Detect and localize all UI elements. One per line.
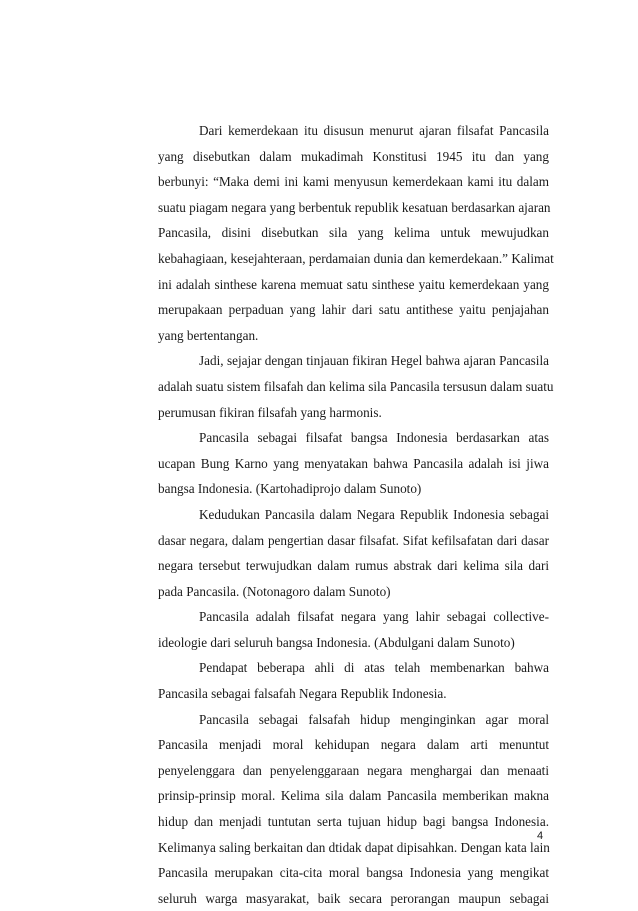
text-line: negara tersebut terwujudkan dalam rumus abstrak dari kelima sila dari [158,558,549,574]
text-line: Kedudukan Pancasila dalam Negara Republik Indonesia sebagai [199,506,549,522]
paragraph [158,348,554,425]
paragraph [158,118,554,348]
paragraph [158,425,549,502]
text-line: bangsa Indonesia. (Kartohadiprojo dalam Sunoto) [158,481,422,497]
text-line: perumusan fikiran filsafah yang harmonis. [158,404,382,420]
text-line: dasar negara, dalam pengertian dasar filsafat. Sifat kefilsafatan dari dasar [158,532,549,548]
text-line: adalah suatu sistem filsafah dan kelima sila Pancasila tersusun dalam suatu [158,378,554,394]
text-line: Jadi, sejajar dengan tinjauan fikiran Hegel bahwa ajaran Pancasila [199,353,549,369]
paragraph [158,502,549,604]
paragraph [158,707,549,911]
text-line: hidup dan menjadi tuntutan serta tujuan hidup bagi bangsa Indonesia. [158,814,549,830]
page-number: 4 [537,830,544,842]
text-line: Pancasila merupakan cita-cita moral bangsa Indonesia yang mengikat [158,865,549,881]
text-line: seluruh warga masyarakat, baik secara perorangan maupun sebagai [158,890,549,906]
text-line: Pancasila sebagai filsafat bangsa Indonesia berdasarkan atas [199,430,549,446]
paragraph [158,655,549,706]
text-line: merupakaan perpaduan yang lahir dari satu antithese yaitu penjajahan [158,302,549,318]
text-line: ucapan Bung Karno yang menyatakan bahwa Pancasila adalah isi jiwa [158,455,549,471]
text-line: suatu piagam negara yang berbentuk republik kesatuan berdasarkan ajaran [158,199,551,215]
text-line: Pancasila sebagai falsafah Negara Republik Indonesia. [158,686,447,702]
text-line: kebahagiaan, kesejahteraan, perdamaian dunia dan kemerdekaan.” Kalimat [158,250,554,266]
text-line: yang disebutkan dalam mukadimah Konstitusi 1945 itu dan yang [158,148,549,164]
text-line: ideologie dari seluruh bangsa Indonesia. (Abdulgani dalam Sunoto) [158,634,515,650]
text-line: penyelenggara dan penyelenggaraan negara menghargai dan menaati [158,762,549,778]
text-line: ini adalah sinthese karena memuat satu sinthese yaitu kemerdekaan yang [158,276,549,292]
text-line: Dari kemerdekaan itu disusun menurut ajaran filsafat Pancasila [199,123,549,138]
text-line: yang bertentangan. [158,327,259,343]
text-line: prinsip-prinsip moral. Kelima sila dalam Pancasila memberikan makna [158,788,549,804]
text-line: Pancasila sebagai falsafah hidup menginginkan agar moral [199,711,549,727]
paragraph [158,604,549,655]
text-line: Pancasila menjadi moral kehidupan negara dalam arti menuntut [158,737,549,753]
text-line: pada Pancasila. (Notonagoro dalam Sunoto) [158,583,391,599]
text-line: Kelimanya saling berkaitan dan dtidak dapat dipisahkan. Dengan kata lain [158,839,550,855]
text-line: Pendapat beberapa ahli di atas telah membenarkan bahwa [199,660,549,676]
text-line: Pancasila adalah filsafat negara yang lahir sebagai collective- [199,609,549,625]
text-line: berbunyi: “Maka demi ini kami menyusun kemerdekaan kami itu dalam [158,174,549,190]
text-line: Pancasila, disini disebutkan sila yang kelima untuk mewujudkan [158,225,549,241]
body-text [158,118,554,911]
